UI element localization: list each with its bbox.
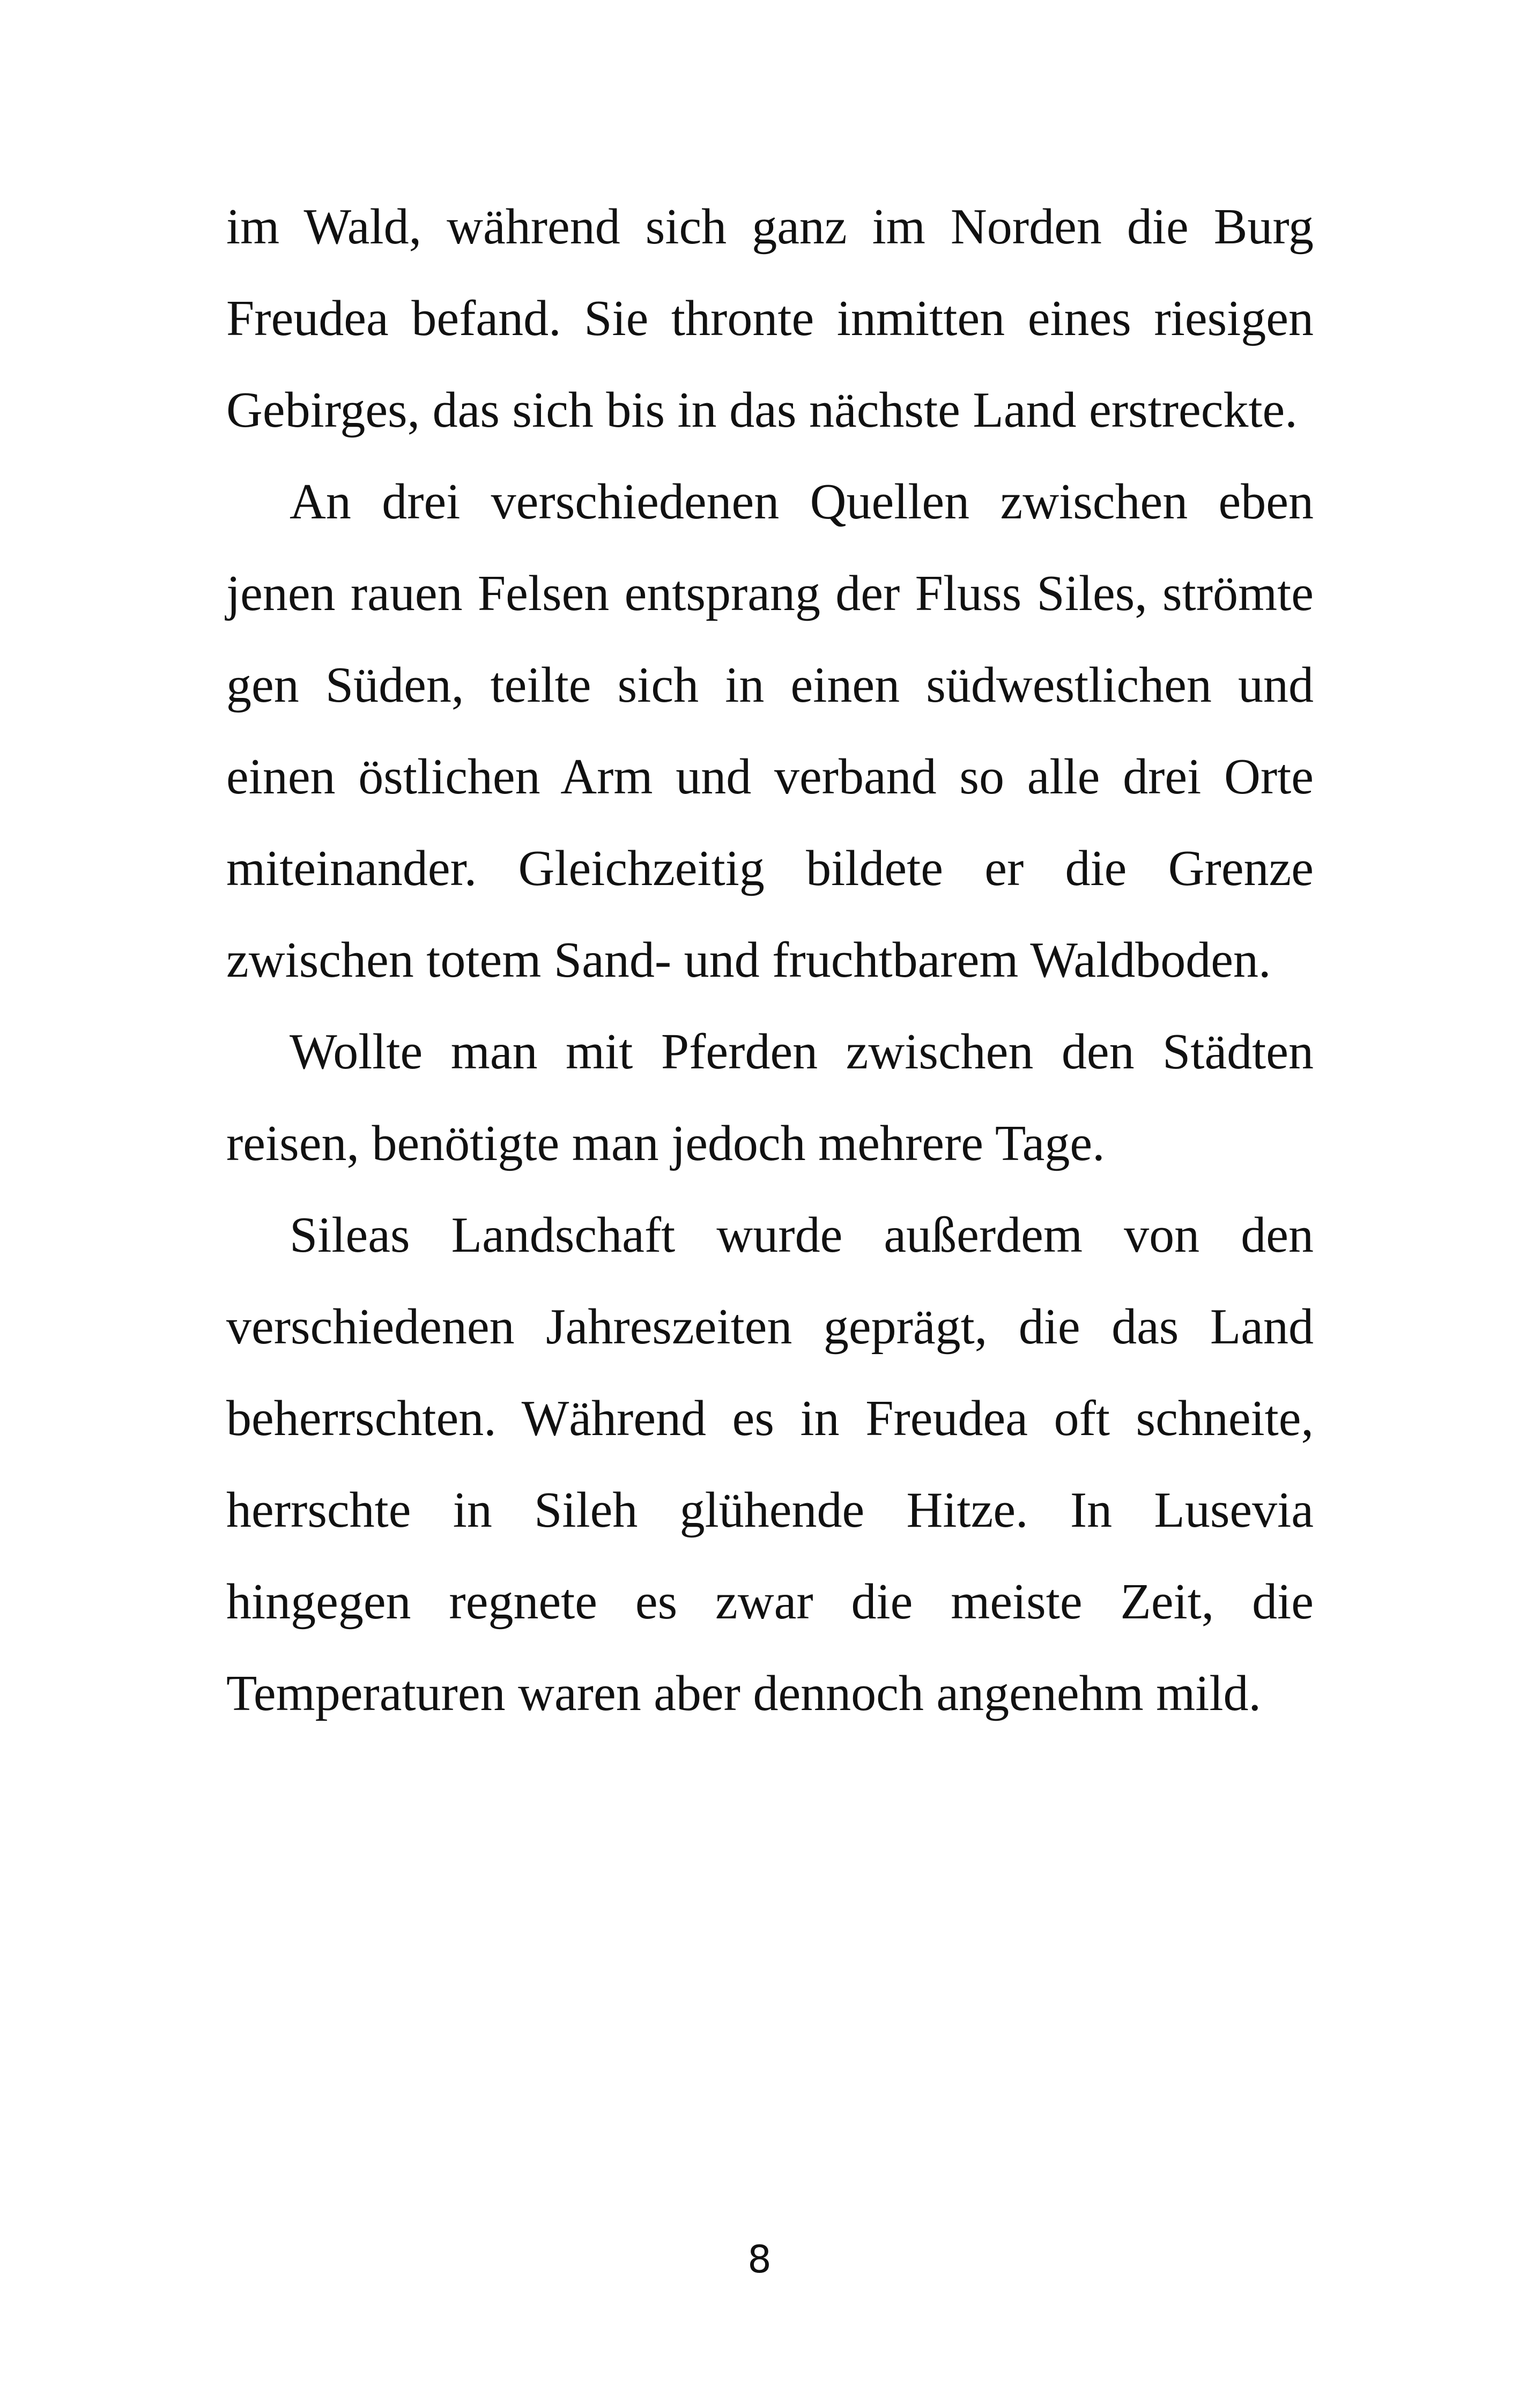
- paragraph-seasons: Sileas Landschaft wurde außerdem von den verschiedenen Jahreszeiten geprägt, die das Land beherrschten. Während es in Freudea oft schneite, herrschte in Sileh glühende Hitze. In Lusevia hingegen regnete es zwar die meiste Zeit, die Temperaturen waren aber dennoch angenehm mild.: [226, 1207, 1314, 1721]
- paragraph-travel-time: Wollte man mit Pferden zwischen den Städten reisen, benötigte man jedoch mehrere Tage.: [226, 1024, 1314, 1171]
- body-text: [226, 181, 1314, 1740]
- page-number: 8: [747, 2238, 772, 2281]
- paragraph-continuation: im Wald, während sich ganz im Norden die Burg Freudea befand. Sie thronte inmitten eines riesigen Gebirges, das sich bis in das nächste Land erstreckte.: [226, 199, 1314, 438]
- paragraph-river-siles: An drei verschiedenen Quellen zwischen eben jenen rauen Felsen entsprang der Fluss Siles, strömte gen Süden, teilte sich in einen südwestlichen und einen östlichen Arm und verband so alle drei Orte miteinander. Gleichzeitig bildete er die Grenze zwischen totem Sand- und fruchtbarem Waldboden.: [226, 474, 1314, 988]
